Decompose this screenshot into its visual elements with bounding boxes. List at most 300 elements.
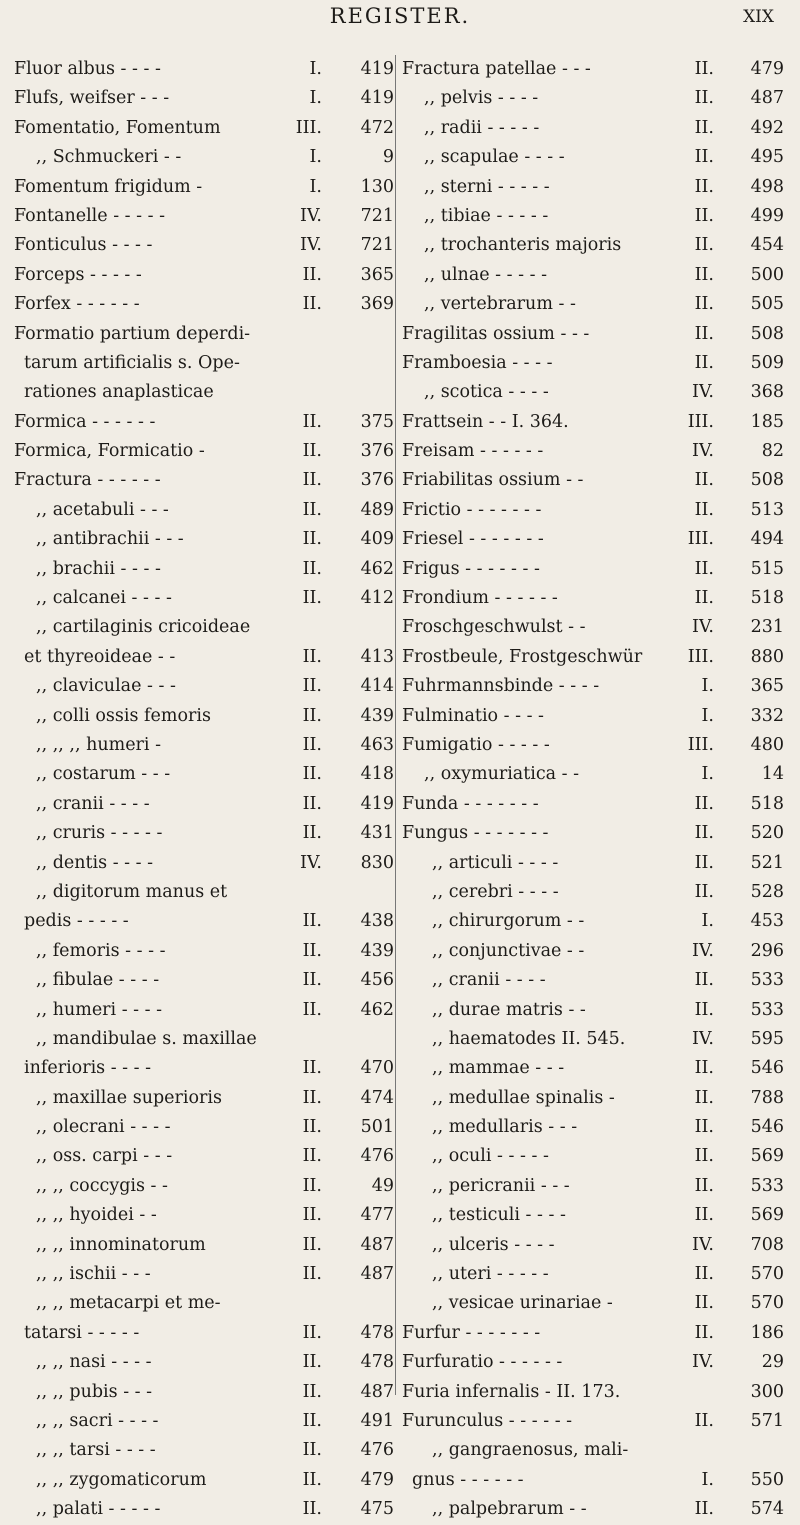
page-reference: 533 (750, 999, 784, 1020)
index-entry (402, 173, 784, 202)
volume-number: II. (302, 999, 322, 1020)
page-reference: 721 (360, 205, 394, 226)
page-reference: 365 (750, 676, 784, 697)
index-term: ,, pericranii - - - (432, 1175, 570, 1196)
index-term: Frostbeule, Frostgeschwür (402, 646, 643, 667)
index-entry (14, 966, 394, 995)
volume-number: II. (302, 646, 322, 667)
index-term: ,, colli ossis femoris (36, 705, 211, 726)
volume-number: II. (302, 1264, 322, 1285)
volume-number: II. (302, 264, 322, 285)
index-entry (402, 202, 784, 231)
page-reference: 570 (750, 1264, 784, 1285)
page-reference: 499 (750, 205, 784, 226)
page-reference: 788 (750, 1087, 784, 1108)
index-entry (14, 202, 394, 231)
volume-number: II. (694, 147, 714, 168)
index-entry (402, 731, 784, 760)
page-reference: 518 (750, 588, 784, 609)
volume-number: II. (302, 1352, 322, 1373)
volume-number: II. (302, 1322, 322, 1343)
index-entry (402, 966, 784, 995)
index-entry (402, 349, 784, 378)
page-reference: 456 (360, 970, 394, 991)
page-reference: 439 (360, 705, 394, 726)
page-reference: 495 (750, 147, 784, 168)
index-term: ,, medullae spinalis - (432, 1087, 615, 1108)
index-term: ,, claviculae - - - (36, 676, 176, 697)
index-entry (14, 1260, 394, 1289)
page-reference: 413 (360, 646, 394, 667)
volume-number: II. (302, 764, 322, 785)
index-term: Frictio - - - - - - - (402, 499, 542, 520)
index-term: ,, digitorum manus et (36, 881, 228, 902)
index-term: tatarsi - - - - - (24, 1322, 140, 1343)
index-entry (402, 584, 784, 613)
page-reference: 500 (750, 264, 784, 285)
volume-number: II. (302, 1175, 322, 1196)
index-term: ,, humeri - - - - (36, 999, 163, 1020)
index-term: ,, cartilaginis cricoideae (36, 617, 251, 638)
volume-number: IV. (691, 1028, 714, 1049)
index-term: Furfuratio - - - - - - (402, 1352, 563, 1373)
index-entry (402, 1436, 784, 1465)
index-entry (402, 525, 784, 554)
index-term: ,, articuli - - - - (432, 852, 559, 873)
index-term: inferioris - - - - (24, 1058, 152, 1079)
index-term: ,, haematodes II. 545. (432, 1028, 626, 1049)
page-reference: 533 (750, 1175, 784, 1196)
volume-number: II. (302, 1440, 322, 1461)
index-entry (14, 819, 394, 848)
index-entry (14, 1407, 394, 1436)
page-reference: 520 (750, 823, 784, 844)
page-reference: 438 (360, 911, 394, 932)
volume-number: II. (302, 1381, 322, 1402)
page-reference: 480 (750, 734, 784, 755)
index-term: ,, scotica - - - - (424, 382, 549, 403)
page-reference: 419 (360, 88, 394, 109)
page-reference: 368 (750, 382, 784, 403)
index-term: ,, cranii - - - - (432, 970, 546, 991)
index-term: ,, ,, coccygis - - (36, 1175, 168, 1196)
index-entry (14, 290, 394, 319)
volume-number: IV. (299, 235, 322, 256)
index-entry (14, 1084, 394, 1113)
page-title: REGISTER. (329, 4, 471, 28)
index-entry (14, 1142, 394, 1171)
index-term: Fuhrmannsbinde - - - - (402, 676, 600, 697)
page-reference: 550 (750, 1469, 784, 1490)
page-reference: 515 (750, 558, 784, 579)
index-entry (14, 1025, 394, 1054)
volume-number: II. (302, 970, 322, 991)
volume-number: III. (687, 734, 714, 755)
index-entry (14, 84, 394, 113)
volume-number: II. (302, 1499, 322, 1520)
volume-number: II. (302, 441, 322, 462)
page-reference: 570 (750, 1293, 784, 1314)
index-entry (14, 907, 394, 936)
index-term: Formatio partium deperdi- (14, 323, 251, 344)
page-reference: 595 (750, 1028, 784, 1049)
index-term: ,, oculi - - - - - (432, 1146, 549, 1167)
index-term: Flufs, weifser - - - (14, 88, 170, 109)
index-term: ,, mandibulae s. maxillae (36, 1028, 257, 1049)
index-term: ,, uteri - - - - - (432, 1264, 549, 1285)
index-term: ,, ,, metacarpi et me- (36, 1293, 221, 1314)
index-entry (402, 378, 784, 407)
page-reference: 365 (360, 264, 394, 285)
page-reference: 721 (360, 235, 394, 256)
page-reference: 569 (750, 1205, 784, 1226)
volume-number: I. (701, 764, 714, 785)
page-reference: 332 (750, 705, 784, 726)
page-reference: 185 (750, 411, 784, 432)
index-term: ,, antibrachii - - - (36, 529, 184, 550)
left-index-column (14, 55, 394, 1525)
volume-number: II. (302, 529, 322, 550)
page-reference: 130 (360, 176, 394, 197)
index-entry (402, 819, 784, 848)
volume-number: II. (694, 970, 714, 991)
page-reference: 463 (360, 734, 394, 755)
page-reference: 419 (360, 59, 394, 79)
index-entry (14, 114, 394, 143)
index-term: Fontanelle - - - - - (14, 205, 166, 226)
index-entry (402, 937, 784, 966)
index-entry (402, 1231, 784, 1260)
index-term: Framboesia - - - - (402, 352, 553, 373)
page-reference: 546 (750, 1058, 784, 1079)
index-entry (14, 937, 394, 966)
index-term: Frigus - - - - - - - (402, 558, 540, 579)
index-term: Fluor albus - - - - (14, 59, 161, 79)
index-term: ,, chirurgorum - - (432, 911, 585, 932)
volume-number: II. (694, 323, 714, 344)
page-reference: 487 (750, 88, 784, 109)
index-term: et thyreoideae - - (24, 646, 176, 667)
volume-number: II. (694, 59, 714, 79)
volume-number: IV. (691, 940, 714, 961)
page-reference: 528 (750, 881, 784, 902)
page-reference: 508 (750, 470, 784, 491)
page-reference: 491 (360, 1410, 394, 1431)
index-term: ,, ,, tarsi - - - - (36, 1440, 156, 1461)
volume-number: III. (295, 117, 322, 138)
index-entry (402, 1348, 784, 1377)
index-term: ,, palpebrarum - - (432, 1499, 587, 1520)
index-entry (14, 55, 394, 84)
page-reference: 369 (360, 294, 394, 315)
volume-number: I. (309, 176, 322, 197)
volume-number: II. (302, 793, 322, 814)
page-reference: 412 (360, 588, 394, 609)
index-term: Fungus - - - - - - - (402, 823, 549, 844)
index-term: Forfex - - - - - - (14, 294, 140, 315)
index-term: ,, vesicae urinariae - (432, 1293, 613, 1314)
index-entry (14, 555, 394, 584)
index-entry (402, 702, 784, 731)
index-entry (14, 1231, 394, 1260)
index-entry (14, 672, 394, 701)
volume-number: II. (302, 734, 322, 755)
volume-number: II. (694, 1205, 714, 1226)
index-entry (14, 1319, 394, 1348)
index-term: ,, femoris - - - - (36, 940, 166, 961)
volume-number: II. (302, 823, 322, 844)
index-entry (402, 613, 784, 642)
index-entry (402, 1113, 784, 1142)
volume-number: IV. (691, 1234, 714, 1255)
page-reference: 14 (761, 764, 784, 785)
index-entry (402, 1407, 784, 1436)
volume-number: I. (309, 59, 322, 79)
volume-number: II. (302, 470, 322, 491)
volume-number: III. (687, 529, 714, 550)
page-reference: 498 (750, 176, 784, 197)
index-term: Fractura patellae - - - (402, 59, 591, 79)
volume-number: II. (694, 294, 714, 315)
volume-number: II. (302, 940, 322, 961)
index-entry (14, 378, 394, 407)
right-index-column (402, 55, 784, 1525)
page-reference: 439 (360, 940, 394, 961)
index-entry (14, 408, 394, 437)
volume-number: II. (694, 881, 714, 902)
page-reference: 454 (750, 235, 784, 256)
index-entry (14, 1436, 394, 1465)
volume-number: II. (694, 1293, 714, 1314)
index-entry (402, 878, 784, 907)
volume-number: IV. (691, 382, 714, 403)
volume-number: II. (694, 999, 714, 1020)
index-term: ,, conjunctivae - - (432, 940, 585, 961)
index-term: ,, oss. carpi - - - (36, 1146, 173, 1167)
page-reference: 478 (360, 1352, 394, 1373)
index-entry (402, 496, 784, 525)
page-reference: 477 (360, 1205, 394, 1226)
volume-number: II. (694, 1117, 714, 1138)
column-divider (395, 55, 396, 1395)
index-term: ,, medullaris - - - (432, 1117, 578, 1138)
index-term: Furunculus - - - - - - (402, 1410, 573, 1431)
index-term: Furia infernalis - II. 173. (402, 1381, 621, 1402)
index-term: Formica, Formicatio - (14, 441, 205, 462)
index-entry (402, 55, 784, 84)
page-reference: 453 (750, 911, 784, 932)
index-term: ,, fibulae - - - - (36, 970, 160, 991)
page-reference: 533 (750, 970, 784, 991)
index-term: Fragilitas ossium - - - (402, 323, 590, 344)
index-entry (402, 1495, 784, 1524)
index-term: ,, ,, ,, humeri - (36, 734, 161, 755)
index-term: Friesel - - - - - - - (402, 529, 544, 550)
volume-number: II. (694, 823, 714, 844)
index-entry (14, 760, 394, 789)
page-number: XIX (743, 7, 774, 27)
index-term: ,, acetabuli - - - (36, 499, 169, 520)
page-reference: 414 (360, 676, 394, 697)
volume-number: I. (309, 147, 322, 168)
volume-number: II. (302, 1234, 322, 1255)
index-entry (14, 349, 394, 378)
index-entry (402, 1025, 784, 1054)
index-term: ,, sterni - - - - - (424, 176, 550, 197)
volume-number: II. (302, 1087, 322, 1108)
index-entry (14, 613, 394, 642)
page-reference: 300 (750, 1381, 784, 1402)
index-term: Fumigatio - - - - - (402, 734, 550, 755)
index-term: ,, ,, hyoidei - - (36, 1205, 157, 1226)
page-reference: 489 (360, 499, 394, 520)
page-reference: 513 (750, 499, 784, 520)
index-entry (14, 849, 394, 878)
volume-number: II. (694, 1146, 714, 1167)
index-term: Fomentatio, Fomentum (14, 117, 221, 138)
page-reference: 509 (750, 352, 784, 373)
page-reference: 521 (750, 852, 784, 873)
index-entry (402, 1260, 784, 1289)
index-entry (402, 320, 784, 349)
index-entry (14, 1201, 394, 1230)
index-entry (14, 1113, 394, 1142)
page-reference: 375 (360, 411, 394, 432)
volume-number: II. (694, 1410, 714, 1431)
index-term: Frondium - - - - - - (402, 588, 558, 609)
index-entry (14, 790, 394, 819)
page-reference: 479 (750, 59, 784, 79)
index-term: ,, olecrani - - - - (36, 1117, 171, 1138)
index-term: gnus - - - - - - (412, 1469, 524, 1490)
page-reference: 487 (360, 1264, 394, 1285)
volume-number: II. (694, 1499, 714, 1520)
index-term: Fonticulus - - - - (14, 235, 153, 256)
volume-number: II. (302, 294, 322, 315)
volume-number: I. (701, 1469, 714, 1490)
page-reference: 296 (750, 940, 784, 961)
index-entry (402, 996, 784, 1025)
index-entry (402, 437, 784, 466)
index-term: ,, gangraenosus, mali- (432, 1440, 629, 1461)
volume-number: I. (309, 88, 322, 109)
index-term: Forceps - - - - - (14, 264, 142, 285)
index-entry (14, 496, 394, 525)
volume-number: II. (694, 235, 714, 256)
volume-number: II. (694, 1322, 714, 1343)
index-entry (402, 1319, 784, 1348)
index-term: Funda - - - - - - - (402, 793, 539, 814)
index-entry (402, 1289, 784, 1318)
volume-number: II. (694, 1175, 714, 1196)
volume-number: III. (687, 646, 714, 667)
volume-number: II. (694, 117, 714, 138)
page-reference: 830 (360, 852, 394, 873)
page-reference: 476 (360, 1440, 394, 1461)
volume-number: II. (694, 264, 714, 285)
volume-number: IV. (299, 852, 322, 873)
index-entry (402, 290, 784, 319)
volume-number: II. (302, 676, 322, 697)
volume-number: II. (302, 705, 322, 726)
index-entry (14, 143, 394, 172)
index-entry (14, 173, 394, 202)
index-entry (402, 261, 784, 290)
page-reference: 376 (360, 470, 394, 491)
volume-number: II. (694, 88, 714, 109)
page-reference: 82 (761, 441, 784, 462)
index-term: Fomentum frigidum - (14, 176, 203, 197)
index-term: ,, ,, innominatorum (36, 1234, 206, 1255)
page-reference: 494 (750, 529, 784, 550)
index-entry (14, 1466, 394, 1495)
page-reference: 462 (360, 558, 394, 579)
page-reference: 475 (360, 1499, 394, 1520)
volume-number: II. (694, 176, 714, 197)
index-term: ,, Schmuckeri - - (36, 147, 182, 168)
index-term: ,, ,, pubis - - - (36, 1381, 153, 1402)
index-entry (402, 1142, 784, 1171)
page-reference: 479 (360, 1469, 394, 1490)
index-entry (14, 702, 394, 731)
index-term: ,, brachii - - - - (36, 558, 161, 579)
volume-number: IV. (299, 205, 322, 226)
volume-number: II. (694, 558, 714, 579)
index-term: ,, costarum - - - (36, 764, 171, 785)
page-reference: 487 (360, 1381, 394, 1402)
index-entry (402, 84, 784, 113)
volume-number: II. (694, 793, 714, 814)
page-reference: 474 (360, 1087, 394, 1108)
volume-number: II. (302, 411, 322, 432)
index-entry (14, 231, 394, 260)
page-reference: 478 (360, 1322, 394, 1343)
volume-number: II. (302, 558, 322, 579)
index-entry (14, 1378, 394, 1407)
index-entry (14, 466, 394, 495)
index-entry (402, 231, 784, 260)
page-reference: 880 (750, 646, 784, 667)
index-entry (14, 320, 394, 349)
index-term: ,, ulnae - - - - - (424, 264, 547, 285)
index-term: ,, ulceris - - - - (432, 1234, 555, 1255)
page-reference: 376 (360, 441, 394, 462)
index-entry (14, 1348, 394, 1377)
index-term: Freisam - - - - - - (402, 441, 544, 462)
volume-number: IV. (691, 1352, 714, 1373)
page-reference: 462 (360, 999, 394, 1020)
index-entry (14, 731, 394, 760)
index-entry (14, 1495, 394, 1524)
page-reference: 9 (382, 147, 394, 168)
index-term: pedis - - - - - (24, 911, 129, 932)
volume-number: II. (302, 499, 322, 520)
index-entry (402, 907, 784, 936)
index-term: rationes anaplasticae (24, 382, 214, 403)
page-reference: 472 (360, 117, 394, 138)
index-term: ,, scapulae - - - - (424, 147, 565, 168)
index-entry (14, 261, 394, 290)
page-reference: 419 (360, 793, 394, 814)
volume-number: II. (302, 1146, 322, 1167)
page-reference: 569 (750, 1146, 784, 1167)
page-header (0, 4, 800, 34)
volume-number: II. (694, 1058, 714, 1079)
index-entry (14, 437, 394, 466)
index-term: Formica - - - - - - (14, 411, 156, 432)
index-term: ,, maxillae superioris (36, 1087, 222, 1108)
index-entry (402, 790, 784, 819)
